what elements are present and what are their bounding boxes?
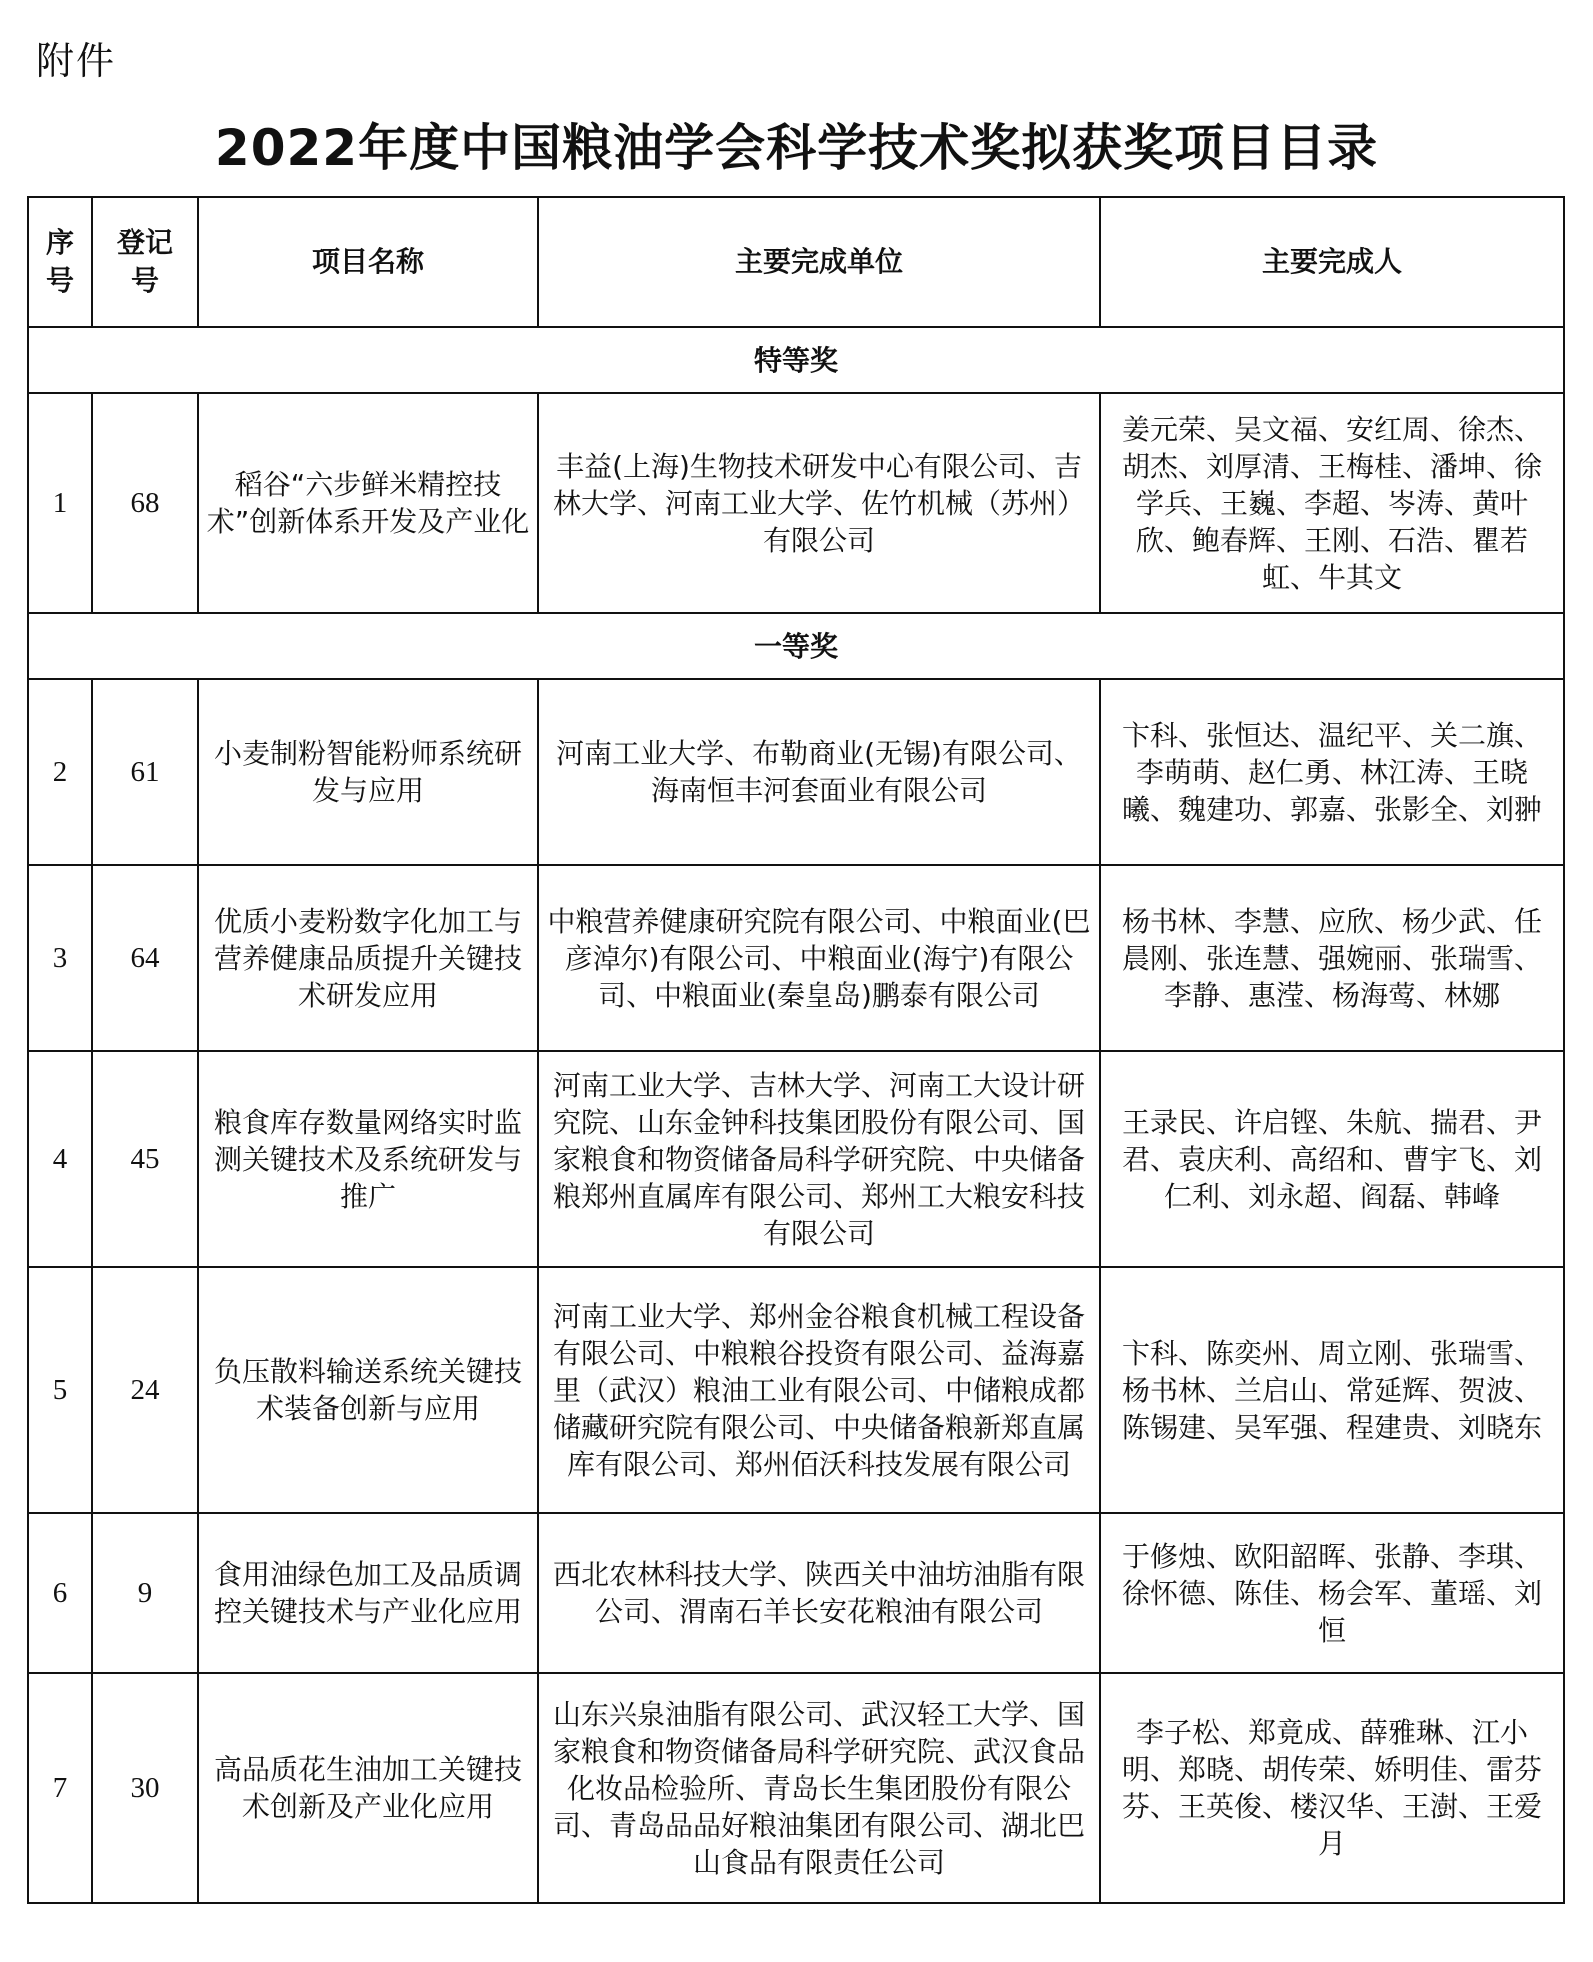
cell-people: 王录民、许启铿、朱航、揣君、尹君、袁庆利、高绍和、曹宇飞、刘仁利、刘永超、阎磊、韩峰 [1100,1051,1564,1267]
table-header-row [28,197,1564,327]
cell-units: 河南工业大学、郑州金谷粮食机械工程设备有限公司、中粮粮谷投资有限公司、益海嘉里（武汉）粮油工业有限公司、中储粮成都储藏研究院有限公司、中央储备粮新郑直属库有限公司、郑州佰沃科技发展有限公司 [538,1267,1100,1513]
cell-seq: 6 [28,1513,92,1673]
cell-reg: 30 [92,1673,198,1903]
table-row [28,1267,1564,1513]
cell-seq: 7 [28,1673,92,1903]
table-row [28,679,1564,865]
cell-project-name: 小麦制粉智能粉师系统研发与应用 [198,679,538,865]
header-units: 主要完成单位 [538,197,1100,327]
cell-people: 杨书林、李慧、应欣、杨少武、任晨刚、张连慧、强婉丽、张瑞雪、李静、惠滢、杨海莺、林娜 [1100,865,1564,1051]
cell-reg: 68 [92,393,198,613]
cell-reg: 45 [92,1051,198,1267]
section-label-first: 一等奖 [28,613,1564,679]
table-row [28,1513,1564,1673]
header-seq: 序号 [28,197,92,327]
cell-seq: 3 [28,865,92,1051]
header-reg: 登记号 [92,197,198,327]
cell-project-name: 粮食库存数量网络实时监测关键技术及系统研发与推广 [198,1051,538,1267]
cell-reg: 61 [92,679,198,865]
header-people: 主要完成人 [1100,197,1564,327]
cell-units: 山东兴泉油脂有限公司、武汉轻工大学、国家粮食和物资储备局科学研究院、武汉食品化妆品检验所、青岛长生集团股份有限公司、青岛品品好粮油集团有限公司、湖北巴山食品有限责任公司 [538,1673,1100,1903]
cell-units: 河南工业大学、布勒商业(无锡)有限公司、海南恒丰河套面业有限公司 [538,679,1100,865]
section-row-first [28,613,1564,679]
cell-people: 卞科、陈奕州、周立刚、张瑞雪、杨书林、兰启山、常延辉、贺波、陈锡建、吴军强、程建贵、刘晓东 [1100,1267,1564,1513]
cell-seq: 1 [28,393,92,613]
cell-seq: 5 [28,1267,92,1513]
cell-units: 河南工业大学、吉林大学、河南工大设计研究院、山东金钟科技集团股份有限公司、国家粮食和物资储备局科学研究院、中央储备粮郑州直属库有限公司、郑州工大粮安科技有限公司 [538,1051,1100,1267]
table-row [28,1673,1564,1903]
cell-seq: 2 [28,679,92,865]
cell-project-name: 优质小麦粉数字化加工与营养健康品质提升关键技术研发应用 [198,865,538,1051]
cell-reg: 9 [92,1513,198,1673]
award-table [27,196,1565,1904]
cell-seq: 4 [28,1051,92,1267]
section-row-special [28,327,1564,393]
section-label-special: 特等奖 [28,327,1564,393]
table-row [28,393,1564,613]
cell-project-name: 食用油绿色加工及品质调控关键技术与产业化应用 [198,1513,538,1673]
cell-units: 西北农林科技大学、陕西关中油坊油脂有限公司、渭南石羊长安花粮油有限公司 [538,1513,1100,1673]
cell-project-name: 高品质花生油加工关键技术创新及产业化应用 [198,1673,538,1903]
cell-reg: 24 [92,1267,198,1513]
cell-people: 李子松、郑竟成、薛雅琳、江小明、郑晓、胡传荣、娇明佳、雷芬芬、王英俊、楼汉华、王澍、王爱月 [1100,1673,1564,1903]
cell-project-name: 负压散料输送系统关键技术装备创新与应用 [198,1267,538,1513]
attachment-label: 附件 [36,39,117,83]
table-row [28,865,1564,1051]
table-row [28,1051,1564,1267]
cell-people: 卞科、张恒达、温纪平、关二旗、李萌萌、赵仁勇、林江涛、王晓曦、魏建功、郭嘉、张影全、刘翀 [1100,679,1564,865]
header-name: 项目名称 [198,197,538,327]
cell-project-name: 稻谷“六步鲜米精控技术”创新体系开发及产业化 [198,393,538,613]
cell-units: 中粮营养健康研究院有限公司、中粮面业(巴彦淖尔)有限公司、中粮面业(海宁)有限公司、中粮面业(秦皇岛)鹏泰有限公司 [538,865,1100,1051]
cell-people: 姜元荣、吴文福、安红周、徐杰、胡杰、刘厚清、王梅桂、潘坤、徐学兵、王巍、李超、岑涛、黄叶欣、鲍春辉、王刚、石浩、瞿若虹、牛其文 [1100,393,1564,613]
cell-reg: 64 [92,865,198,1051]
cell-people: 于修烛、欧阳韶晖、张静、李琪、徐怀德、陈佳、杨会军、董瑶、刘恒 [1100,1513,1564,1673]
document-title: 2022年度中国粮油学会科学技术奖拟获奖项目目录 [214,119,1379,177]
cell-units: 丰益(上海)生物技术研发中心有限公司、吉林大学、河南工业大学、佐竹机械（苏州）有限公司 [538,393,1100,613]
